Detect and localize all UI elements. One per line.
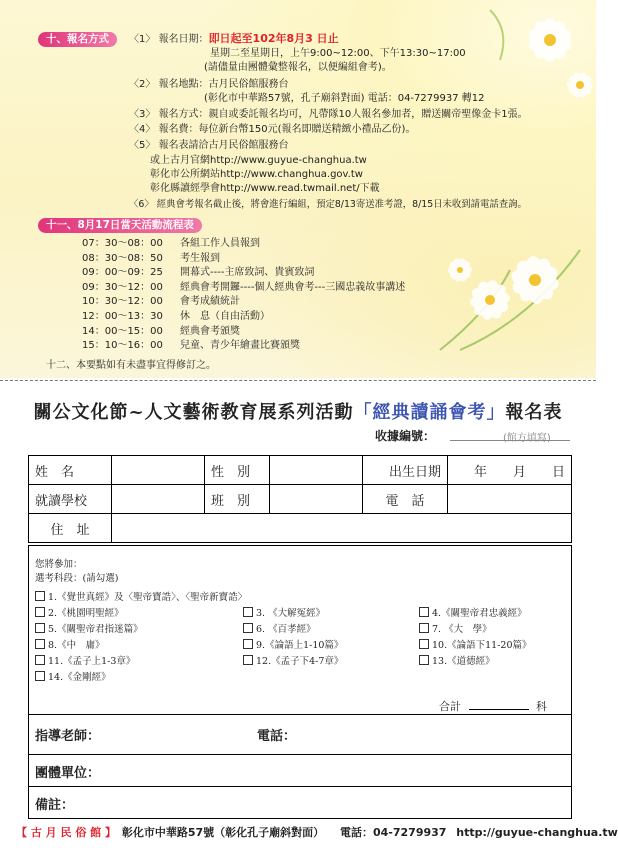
schedule-time: 10：30～12：00 bbox=[82, 296, 163, 308]
checkbox[interactable] bbox=[419, 639, 429, 649]
item-line: 〈4〉 報名費：每位新台幣150元(報名即贈送精緻小禮品乙份)。 bbox=[129, 124, 416, 135]
checkbox[interactable] bbox=[35, 655, 45, 665]
subject-section bbox=[28, 545, 572, 819]
subject-option[interactable]: 4.《關聖帝君忠義經》 bbox=[419, 605, 527, 619]
footer bbox=[16, 824, 618, 840]
school-field[interactable] bbox=[112, 485, 205, 514]
footer-brand: 【 古 月 民 俗 館 】 bbox=[16, 826, 116, 839]
divider bbox=[29, 754, 571, 755]
item-line: 〈6〉 經典會考報名截止後，將會進行編組，預定8/13寄送准考證，8/15日未收到請電話查詢。 bbox=[129, 199, 527, 210]
item-line: (請儘量由團體彙整報名，以便編組會考)。 bbox=[204, 62, 392, 73]
schedule-time: 09：00～09：25 bbox=[82, 267, 163, 279]
phone-field[interactable] bbox=[448, 485, 572, 514]
receipt-note: (館方填寫) bbox=[503, 433, 551, 444]
subject-option[interactable]: 8.《中 庸》 bbox=[35, 637, 105, 651]
schedule-time: 09：30～12：00 bbox=[82, 281, 163, 293]
subject-option[interactable]: 5.《關聖帝君指迷篇》 bbox=[35, 621, 143, 635]
footer-phone: 電話：04-7279937 bbox=[339, 826, 447, 839]
section-10-badge: 十、報名方式 bbox=[38, 32, 117, 47]
registration-table bbox=[28, 455, 572, 543]
subject-option[interactable]: 1.《覺世真經》及〈聖帝寶誥〉、〈聖帝新寶誥〉 bbox=[35, 589, 247, 603]
schedule-row bbox=[82, 339, 300, 352]
schedule-event: 經典會考開鑼----個人經典會考---三國忠義故事講述 bbox=[180, 281, 406, 293]
name-label: 姓 名 bbox=[29, 456, 112, 485]
checkbox[interactable] bbox=[419, 655, 429, 665]
item-line: 彰化縣讀經學會http://www.read.twmail.net/下載 bbox=[150, 183, 380, 194]
class-label: 班 別 bbox=[205, 485, 270, 514]
subject-option[interactable]: 2.《桃園明聖經》 bbox=[35, 605, 124, 619]
subject-option[interactable]: 12.《孟子下4-7章》 bbox=[243, 653, 343, 667]
class-field[interactable] bbox=[270, 485, 363, 514]
schedule-time: 12：00～13：30 bbox=[82, 311, 163, 322]
checkbox[interactable] bbox=[243, 655, 253, 665]
subject-option[interactable]: 13.《道德經》 bbox=[419, 653, 495, 667]
info-section bbox=[0, 0, 596, 378]
schedule-row bbox=[82, 281, 405, 294]
flower-bouquet-icon bbox=[430, 210, 596, 360]
subject-option[interactable]: 9.《論語上1-10篇》 bbox=[243, 637, 343, 651]
footer-address: 彰化市中華路57號（彰化孔子廟斜對面） bbox=[121, 826, 325, 839]
subject-option[interactable]: 3. 《大解冤經》 bbox=[243, 605, 325, 619]
schedule-row bbox=[82, 325, 240, 338]
checkbox[interactable] bbox=[243, 639, 253, 649]
checkbox[interactable] bbox=[35, 607, 45, 617]
reg-date-highlight: 即日起至102年8月3 日止 bbox=[208, 32, 339, 45]
schedule-row bbox=[82, 310, 270, 323]
subject-option[interactable]: 7. 《大 學》 bbox=[419, 621, 492, 635]
schedule-row bbox=[82, 266, 314, 279]
schedule-event: 經典會考頒獎 bbox=[180, 325, 240, 337]
schedule-time: 14：00～15：00 bbox=[82, 325, 163, 337]
gender-field[interactable] bbox=[270, 456, 363, 485]
schedule-row bbox=[82, 295, 240, 308]
item-line: (彰化市中華路57號，孔子廟斜對面) 電話：04-7279937 轉12 bbox=[204, 93, 485, 104]
schedule-row bbox=[82, 252, 220, 265]
divider bbox=[29, 714, 571, 715]
reg-date-line: 〈1〉 報名日期：即日起至102年8月3 日止 bbox=[129, 32, 339, 45]
receipt-label: 收據編號： bbox=[375, 429, 436, 443]
footer-url[interactable]: http://guyue-changhua.tw bbox=[456, 826, 618, 839]
schedule-time: 08：30～08：50 bbox=[82, 252, 163, 264]
checkbox[interactable] bbox=[243, 623, 253, 633]
subject-option[interactable]: 6. 《百孝經》 bbox=[243, 621, 316, 635]
item-line: 〈2〉 報名地點：古月民俗館服務台 bbox=[129, 79, 289, 90]
cut-line bbox=[0, 380, 596, 381]
checkbox[interactable] bbox=[35, 623, 45, 633]
address-label: 住 址 bbox=[29, 514, 112, 543]
checkbox[interactable] bbox=[243, 607, 253, 617]
checkbox[interactable] bbox=[35, 591, 45, 601]
address-field[interactable] bbox=[112, 514, 572, 543]
participate-label: 您將參加： bbox=[35, 559, 83, 570]
schedule-row bbox=[82, 237, 260, 250]
schedule-event: 開幕式----主席致詞、貴賓致詞 bbox=[180, 267, 315, 279]
subject-option[interactable]: 10.《論語下11-20篇》 bbox=[419, 637, 532, 651]
group-label: 團體單位： bbox=[35, 766, 101, 781]
checkbox[interactable] bbox=[419, 623, 429, 633]
section-12-line: 十二、本要點如有未盡事宜得修訂之。 bbox=[46, 360, 216, 371]
item-line: 〈3〉 報名方式：親自或委託報名均可，凡帶隊10人報名參加者，贈送關帝聖像金卡1張。 bbox=[129, 109, 528, 120]
teacher-phone-label: 電話： bbox=[257, 729, 297, 744]
school-label: 就讀學校 bbox=[29, 485, 112, 514]
checkbox[interactable] bbox=[35, 639, 45, 649]
total-line: 合計 科 bbox=[439, 700, 547, 713]
birth-label: 出生日期 bbox=[363, 456, 448, 485]
subject-option[interactable]: 14.《金剛經》 bbox=[35, 669, 111, 683]
schedule-event: 各組工作人員報到 bbox=[180, 238, 260, 249]
total-field[interactable] bbox=[469, 709, 529, 710]
name-field[interactable] bbox=[112, 456, 205, 485]
gender-label: 性 別 bbox=[205, 456, 270, 485]
checkbox[interactable] bbox=[419, 607, 429, 617]
item-line: 星期二至星期日，上午9:00~12:00、下午13:30~17:00 bbox=[210, 48, 466, 59]
birth-field[interactable]: 年 月 日 bbox=[448, 456, 572, 485]
item-line: 彰化市公所網站http://www.changhua.gov.tw bbox=[150, 169, 363, 180]
choose-label: 選考科段：(請勾選) bbox=[35, 573, 119, 584]
schedule-time: 15：10～16：00 bbox=[82, 340, 163, 352]
schedule-event: 休 息（自由活動） bbox=[180, 311, 270, 322]
subject-option[interactable]: 11.《孟子上1-3章》 bbox=[35, 653, 135, 667]
section-11-badge: 十一、8月17日當天活動流程表 bbox=[38, 218, 202, 233]
checkbox[interactable] bbox=[35, 671, 45, 681]
divider bbox=[29, 786, 571, 787]
form-title: 關公文化節~人文藝術教育展系列活動「經典讀誦會考」報名表 bbox=[33, 402, 563, 423]
schedule-time: 07：30～08：00 bbox=[82, 238, 163, 249]
remark-label: 備註： bbox=[35, 798, 75, 813]
schedule-event: 兒童、青少年繪畫比賽頒獎 bbox=[180, 340, 300, 352]
schedule-event: 會考成績統計 bbox=[180, 296, 240, 308]
item-line: 〈5〉 報名表請洽古月民俗館服務台 bbox=[129, 140, 289, 151]
phone-label: 電 話 bbox=[363, 485, 448, 514]
item-line: 或上古月官網http://www.guyue-changhua.tw bbox=[150, 155, 367, 166]
teacher-label: 指導老師： bbox=[35, 729, 101, 744]
schedule-event: 考生報到 bbox=[180, 252, 220, 264]
